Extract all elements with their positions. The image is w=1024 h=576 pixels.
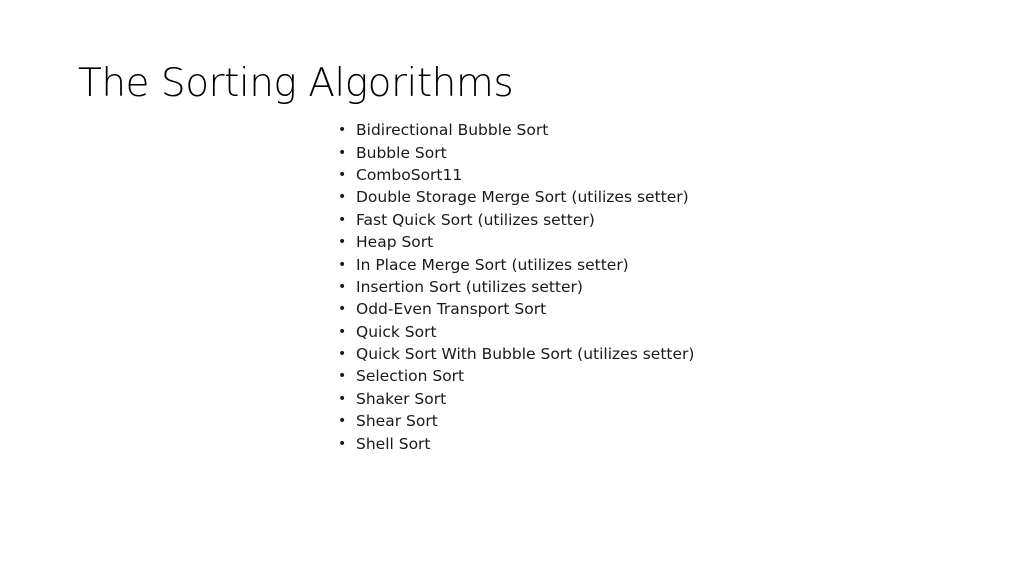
bullet-icon: • xyxy=(338,323,347,340)
list-item xyxy=(338,209,694,231)
bullet-icon: • xyxy=(338,122,347,139)
list-item xyxy=(338,410,694,432)
list-item-label: Heap Sort xyxy=(356,233,434,252)
bullet-icon: • xyxy=(338,368,347,385)
list-item xyxy=(338,388,694,410)
bullet-icon: • xyxy=(338,435,347,452)
list-item-label: Double Storage Merge Sort (utilizes setter) xyxy=(356,188,689,207)
list-item xyxy=(338,164,694,186)
bullet-icon: • xyxy=(338,278,347,295)
list-item xyxy=(338,231,694,253)
algorithm-list xyxy=(338,119,694,455)
bullet-icon: • xyxy=(338,413,347,430)
list-item-label: In Place Merge Sort (utilizes setter) xyxy=(356,255,629,274)
list-item-label: Bidirectional Bubble Sort xyxy=(356,121,549,140)
list-item xyxy=(338,119,694,141)
list-item-label: Selection Sort xyxy=(356,367,465,386)
bullet-icon: • xyxy=(338,346,347,363)
bullet-icon: • xyxy=(338,390,347,407)
list-item xyxy=(338,141,694,163)
list-item-label: Shear Sort xyxy=(356,412,438,431)
bullet-icon: • xyxy=(338,211,347,228)
list-item-label: Shell Sort xyxy=(356,434,431,453)
list-item xyxy=(338,298,694,320)
list-item xyxy=(338,276,694,298)
bullet-icon: • xyxy=(338,189,347,206)
list-item xyxy=(338,321,694,343)
list-item-label: Quick Sort With Bubble Sort (utilizes setter) xyxy=(356,345,695,364)
list-item-label: Bubble Sort xyxy=(356,143,447,162)
list-item-label: Shaker Sort xyxy=(356,389,447,408)
bullet-icon: • xyxy=(338,144,347,161)
list-item-label: Odd-Even Transport Sort xyxy=(356,300,547,319)
list-item-label: Fast Quick Sort (utilizes setter) xyxy=(356,210,595,229)
list-item-label: ComboSort11 xyxy=(356,165,463,184)
list-item xyxy=(338,365,694,387)
slide-title: The Sorting Algorithms xyxy=(78,61,514,106)
list-item xyxy=(338,186,694,208)
bullet-icon: • xyxy=(338,301,347,318)
bullet-icon: • xyxy=(338,256,347,273)
list-item xyxy=(338,343,694,365)
list-item xyxy=(338,432,694,454)
bullet-icon: • xyxy=(338,166,347,183)
bullet-icon: • xyxy=(338,234,347,251)
list-item-label: Insertion Sort (utilizes setter) xyxy=(356,277,583,296)
list-item xyxy=(338,253,694,275)
list-item-label: Quick Sort xyxy=(356,322,437,341)
